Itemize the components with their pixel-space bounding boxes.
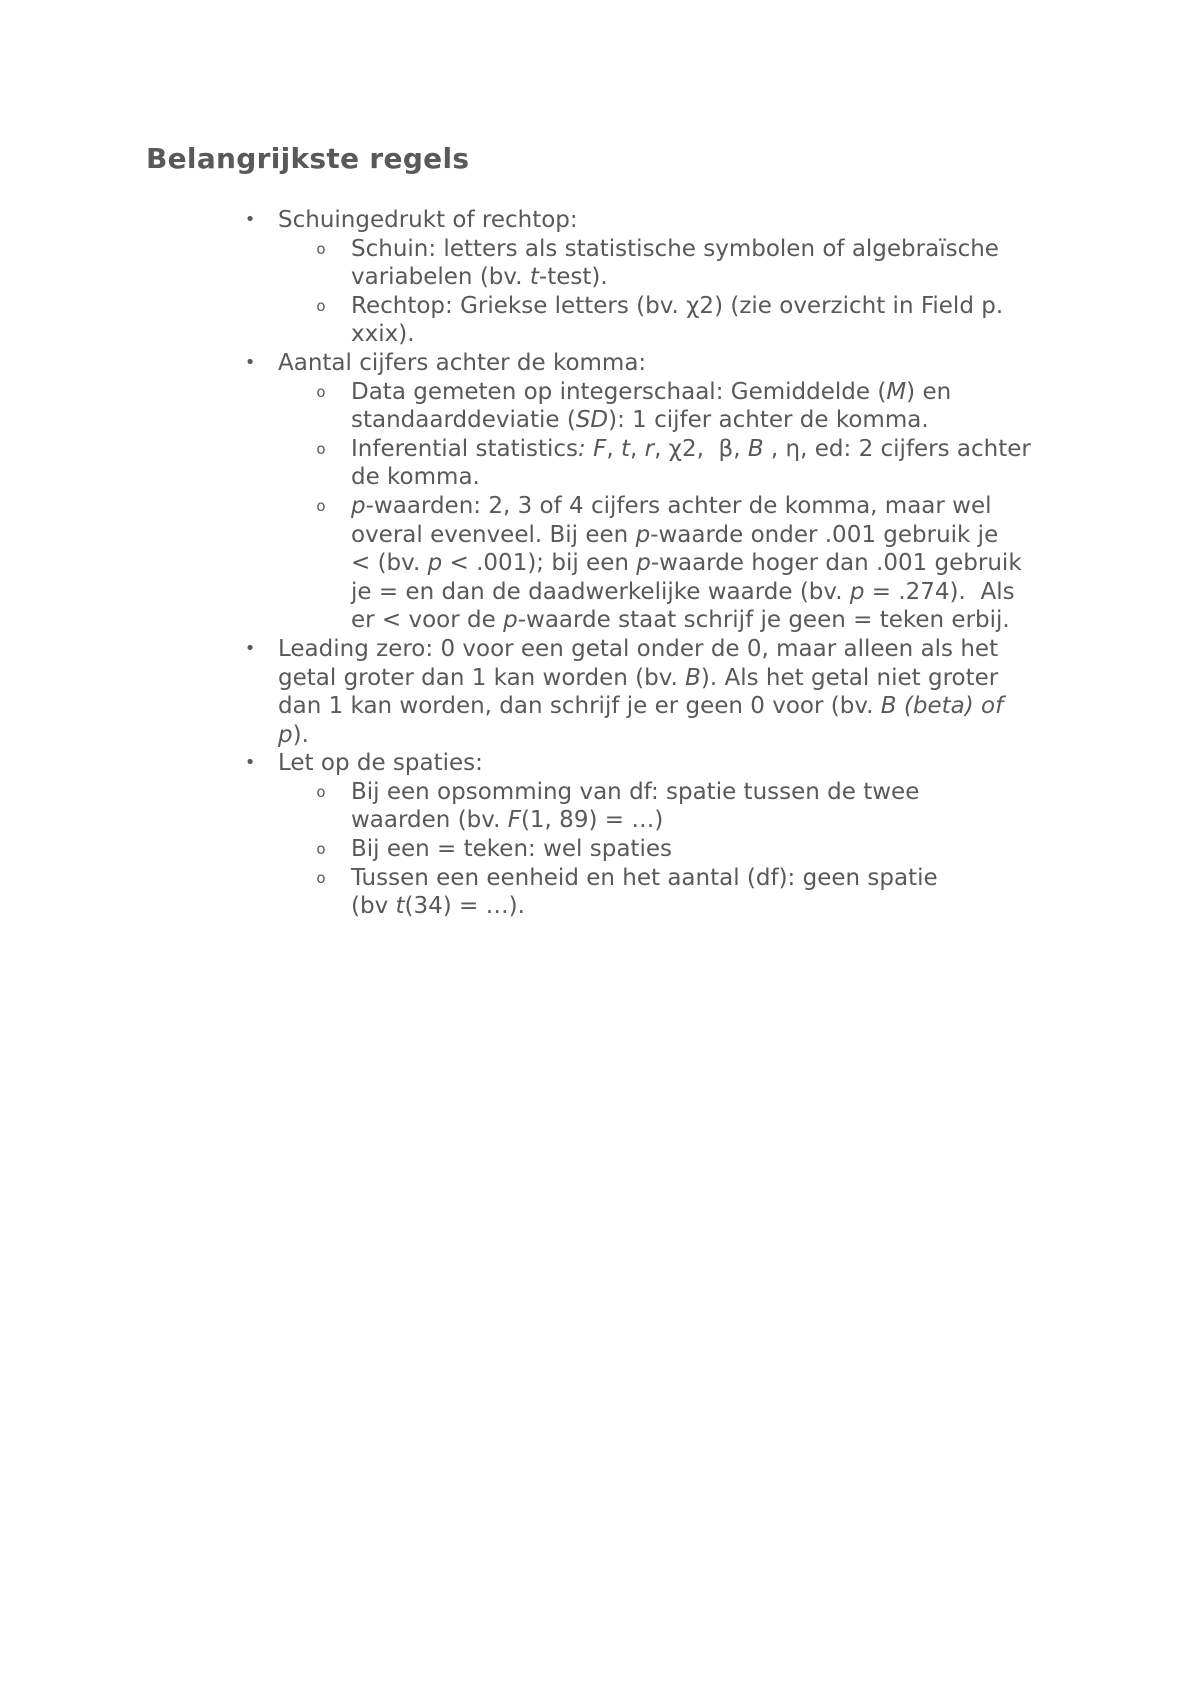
- sub-list-item-text: [351, 492, 1078, 635]
- text-run: dan 1 kan worden, dan schrijf je er geen 0 voor (bv.: [278, 693, 881, 720]
- rules-list: [244, 206, 1078, 921]
- italic-symbol: F: [507, 807, 521, 834]
- text-run: -waarde onder .001 gebruik je: [650, 521, 999, 548]
- italic-symbol: M: [886, 378, 907, 405]
- text-line: [278, 635, 1078, 664]
- text-line: [351, 864, 1078, 893]
- italic-symbol: t: [529, 264, 539, 291]
- list-item: [244, 749, 1078, 921]
- text-run: Aantal cijfers achter de komma:: [278, 349, 647, 376]
- text-line: [351, 606, 1078, 635]
- bullet-dot-icon: •: [244, 637, 256, 659]
- text-run: ) en: [906, 378, 952, 405]
- text-run: xxix).: [351, 321, 415, 348]
- sub-list-item-text: [351, 235, 1078, 292]
- text-run: -waarde staat schrijf je geen = teken erbij.: [517, 607, 1010, 634]
- italic-symbol: t: [395, 893, 405, 920]
- sub-list-item: [316, 864, 1078, 921]
- italic-symbol: B: [747, 435, 764, 462]
- italic-symbol: B (beta) of: [880, 693, 1004, 720]
- text-run: de komma.: [351, 464, 480, 491]
- list-item: [244, 206, 1078, 349]
- italic-symbol: : F: [578, 435, 607, 462]
- text-line: [351, 578, 1078, 607]
- italic-symbol: p: [503, 607, 518, 634]
- text-run: ,: [606, 435, 621, 462]
- italic-symbol: B: [685, 664, 701, 691]
- text-run: Tussen een eenheid en het aantal (df): geen spatie: [351, 864, 938, 891]
- text-run: Let op de spaties:: [278, 750, 483, 777]
- text-run: je = en dan de daadwerkelijke waarde (bv.: [351, 578, 850, 605]
- italic-symbol: p: [427, 550, 443, 577]
- list-item-text: [278, 635, 1078, 749]
- text-line: [278, 206, 1078, 235]
- sub-list-item: [316, 835, 1078, 864]
- text-line: [278, 349, 1078, 378]
- text-run: Schuin: letters als statistische symbolen of algebraïsche: [351, 235, 999, 262]
- bullet-circle-icon: o: [316, 782, 326, 801]
- bullet-circle-icon: o: [316, 296, 326, 315]
- text-run: Inferential statistics: [351, 435, 579, 462]
- text-line: [351, 806, 1078, 835]
- text-run: ,: [629, 435, 645, 462]
- italic-symbol: t: [620, 435, 630, 462]
- text-run: Rechtop: Griekse letters (bv. χ2) (zie overzicht in Field p.: [351, 292, 1004, 319]
- bullet-circle-icon: o: [316, 496, 326, 515]
- italic-symbol: p: [351, 492, 366, 519]
- sub-list-item-text: [351, 292, 1078, 349]
- text-run: (34) = …).: [404, 893, 525, 920]
- sub-list-item: [316, 292, 1078, 349]
- sub-list: [316, 778, 1078, 921]
- text-run: (1, 89) = …): [520, 807, 664, 834]
- text-line: [278, 749, 1078, 778]
- text-run: < (bv.: [351, 550, 428, 577]
- bullet-dot-icon: •: [244, 209, 256, 230]
- sub-list: [316, 378, 1078, 635]
- text-line: [351, 549, 1078, 578]
- text-run: = .274). Als: [864, 578, 1015, 605]
- sub-list-item-text: [351, 435, 1078, 492]
- text-run: ). Als het getal niet groter: [700, 664, 999, 691]
- italic-symbol: p: [635, 521, 651, 548]
- sub-list-item-text: [351, 835, 1078, 864]
- text-run: variabelen (bv.: [351, 264, 530, 291]
- italic-symbol: p: [636, 550, 651, 577]
- text-line: [351, 292, 1078, 321]
- text-run: waarden (bv.: [351, 807, 508, 834]
- text-line: [351, 378, 1078, 407]
- sub-list-item: [316, 235, 1078, 292]
- text-line: [278, 721, 1078, 750]
- italic-symbol: r: [644, 435, 655, 462]
- text-line: [351, 320, 1078, 349]
- list-item-text: [278, 349, 1078, 378]
- text-line: [351, 492, 1078, 521]
- sub-list-item-text: [351, 378, 1078, 435]
- page-title: Belangrijkste regels: [146, 142, 470, 175]
- bullet-dot-icon: •: [244, 351, 256, 373]
- text-run: -waarden: 2, 3 of 4 cijfers achter de komma, maar wel: [365, 492, 992, 519]
- list-item: [244, 635, 1078, 749]
- text-run: ): 1 cijfer achter de komma.: [608, 407, 929, 434]
- bullet-circle-icon: o: [316, 439, 326, 458]
- sub-list-item-text: [351, 864, 1078, 921]
- text-run: Schuingedrukt of rechtop:: [278, 207, 578, 233]
- list-item: [244, 349, 1078, 635]
- italic-symbol: p: [849, 578, 865, 605]
- list-item-text: [278, 749, 1078, 778]
- sub-list-item-text: [351, 778, 1078, 835]
- sub-list-item: [316, 378, 1078, 435]
- list-item-text: [278, 206, 1078, 235]
- text-run: standaarddeviatie (: [351, 407, 576, 434]
- text-line: [351, 263, 1078, 292]
- text-run: Bij een opsomming van df: spatie tussen de twee: [351, 778, 920, 805]
- text-line: [351, 463, 1078, 492]
- text-run: , η, ed: 2 cijfers achter: [763, 435, 1031, 462]
- bullet-circle-icon: o: [316, 840, 326, 859]
- text-run: getal groter dan 1 kan worden (bv.: [278, 664, 686, 691]
- sub-list-item: [316, 435, 1078, 492]
- bullet-circle-icon: o: [316, 382, 326, 401]
- sub-list: [316, 235, 1078, 349]
- bullet-dot-icon: •: [244, 752, 256, 774]
- text-run: , χ2, β,: [654, 435, 748, 462]
- text-run: -waarde hoger dan .001 gebruik: [650, 550, 1022, 577]
- text-line: [351, 778, 1078, 807]
- sub-list-item: [316, 492, 1078, 635]
- text-run: Data gemeten op integerschaal: Gemiddelde (: [351, 378, 887, 405]
- text-run: overal evenveel. Bij een: [351, 521, 636, 548]
- text-run: Leading zero: 0 voor een getal onder de 0, maar alleen als het: [278, 635, 999, 662]
- text-run: < .001); bij een: [442, 550, 637, 577]
- text-line: [351, 892, 1078, 921]
- text-run: (bv: [351, 893, 396, 920]
- text-line: [351, 235, 1078, 264]
- text-line: [351, 521, 1078, 550]
- bullet-circle-icon: o: [316, 239, 326, 258]
- bullet-circle-icon: o: [316, 868, 326, 887]
- italic-symbol: SD: [575, 407, 609, 434]
- italic-symbol: p: [278, 721, 293, 748]
- text-run: er < voor de: [351, 607, 504, 634]
- text-run: Bij een = teken: wel spaties: [351, 836, 672, 863]
- text-run: -test).: [538, 264, 608, 291]
- text-line: [351, 835, 1078, 864]
- sub-list-item: [316, 778, 1078, 835]
- text-line: [351, 406, 1078, 435]
- text-line: [278, 692, 1078, 721]
- text-line: [278, 664, 1078, 693]
- text-line: [351, 435, 1078, 464]
- text-run: ).: [292, 721, 309, 748]
